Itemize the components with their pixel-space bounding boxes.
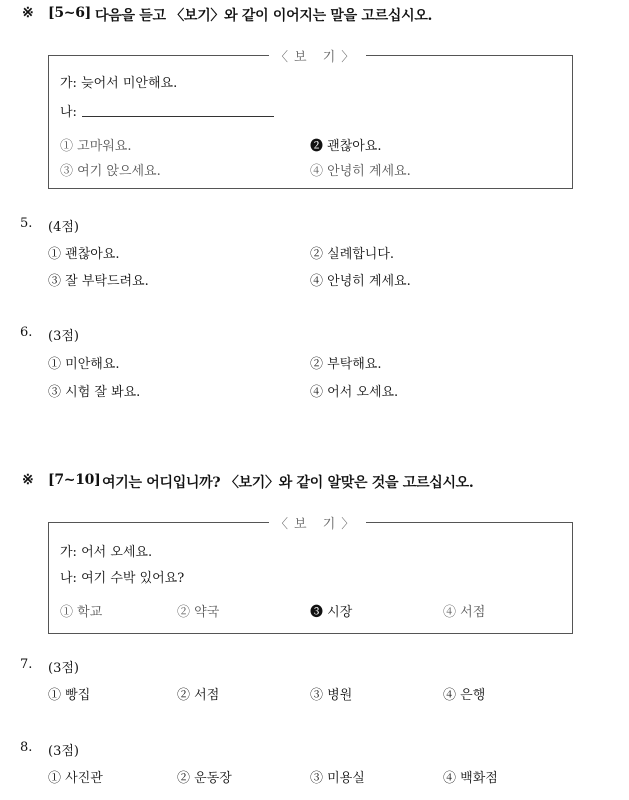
example-2-option-2: ② 약국 bbox=[177, 605, 220, 620]
q8-number: 8. bbox=[20, 740, 33, 755]
q5-option-2[interactable]: ② 실례합니다. bbox=[310, 247, 395, 262]
q6-option-2[interactable]: ② 부탁해요. bbox=[310, 357, 382, 372]
section-1-instruction: 다음을 듣고 〈보기〉와 같이 이어지는 말을 고르십시오. bbox=[95, 8, 433, 24]
example-1-option-1: ① 고마워요. bbox=[60, 139, 132, 154]
q5-points: (4점) bbox=[48, 220, 79, 235]
q8-points: (3점) bbox=[48, 744, 79, 759]
q5-option-3[interactable]: ③ 잘 부탁드려요. bbox=[48, 274, 149, 289]
example-1-line-2-label: 나: bbox=[60, 105, 77, 120]
q7-points: (3점) bbox=[48, 661, 79, 676]
example-1-option-3: ③ 여기 앉으세요. bbox=[60, 164, 161, 179]
q5-number: 5. bbox=[20, 216, 33, 231]
q7-option-1[interactable]: ① 빵집 bbox=[48, 688, 91, 703]
section-2-range: [7~10] bbox=[48, 472, 101, 488]
section-2-instruction: 여기는 어디입니까? 〈보기〉와 같이 알맞은 것을 고르십시오. bbox=[102, 475, 474, 491]
example-2-option-3: ❸ 시장 bbox=[310, 605, 353, 620]
example-box-1-title: 〈보 기〉 bbox=[269, 46, 366, 65]
q8-option-4[interactable]: ④ 백화점 bbox=[443, 771, 498, 786]
q7-option-4[interactable]: ④ 은행 bbox=[443, 688, 486, 703]
section-1-mark: ※ bbox=[22, 5, 34, 21]
example-2-option-1: ① 학교 bbox=[60, 605, 103, 620]
q8-option-2[interactable]: ② 운동장 bbox=[177, 771, 232, 786]
q6-number: 6. bbox=[20, 325, 33, 340]
q5-option-4[interactable]: ④ 안녕히 계세요. bbox=[310, 274, 411, 289]
q6-option-3[interactable]: ③ 시험 잘 봐요. bbox=[48, 385, 141, 400]
q8-option-1[interactable]: ① 사진관 bbox=[48, 771, 103, 786]
q8-option-3[interactable]: ③ 미용실 bbox=[310, 771, 365, 786]
example-1-answer-blank bbox=[82, 103, 274, 117]
q6-option-4[interactable]: ④ 어서 오세요. bbox=[310, 385, 399, 400]
example-1-option-4: ④ 안녕히 계세요. bbox=[310, 164, 411, 179]
q6-option-1[interactable]: ① 미안해요. bbox=[48, 357, 120, 372]
example-2-option-4: ④ 서점 bbox=[443, 605, 486, 620]
example-2-line-2: 나: 여기 수박 있어요? bbox=[60, 571, 185, 586]
q7-option-2[interactable]: ② 서점 bbox=[177, 688, 220, 703]
example-1-line-1: 가: 늦어서 미안해요. bbox=[60, 76, 178, 91]
q7-option-3[interactable]: ③ 병원 bbox=[310, 688, 353, 703]
q6-points: (3점) bbox=[48, 329, 79, 344]
example-2-line-1: 가: 어서 오세요. bbox=[60, 545, 153, 560]
q7-number: 7. bbox=[20, 657, 33, 672]
section-1-range: [5~6] bbox=[48, 5, 91, 21]
section-2-mark: ※ bbox=[22, 472, 34, 488]
example-1-option-2: ❷ 괜찮아요. bbox=[310, 139, 382, 154]
q5-option-1[interactable]: ① 괜찮아요. bbox=[48, 247, 120, 262]
example-box-2-title: 〈보 기〉 bbox=[269, 513, 366, 532]
